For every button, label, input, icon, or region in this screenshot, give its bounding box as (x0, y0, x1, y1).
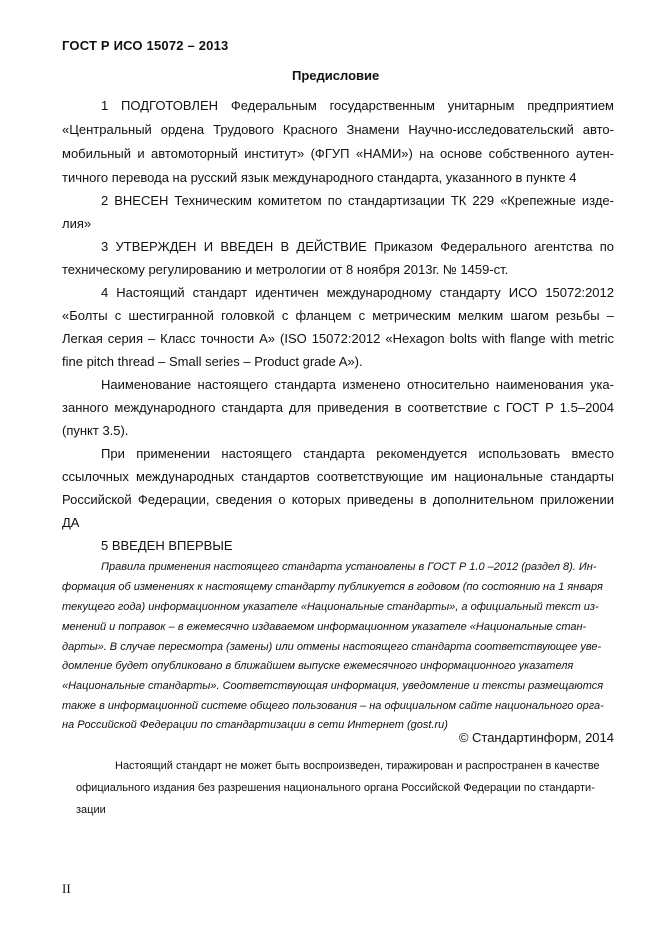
rules-note-line-3: текущего года) информационном указателе «Национальные стандарты», а официальный текст из- (62, 601, 599, 613)
rules-note-line-5: дарты». В случае пересмотра (замены) или отмены настоящего стандарта соответствующее уве- (62, 641, 602, 653)
p1-line-4: тичного перевода на русский язык международного стандарта, указанного в пункте 4 (62, 170, 577, 185)
p6-line-4: ДА (62, 515, 80, 530)
p4-line-4: fine pitch thread – Small series – Product grade A»). (62, 354, 363, 369)
p6-line-3: Российской Федерации, сведения о которых приведены в дополнительном приложении (62, 492, 614, 507)
rules-note-line-7: «Национальные стандарты». Соответствующая информация, уведомление и тексты размещаются (62, 680, 604, 692)
p4-line-2: «Болты с шестигранной головкой с фланцем с метрическим мелким шагом резьбы – (62, 308, 614, 323)
p4-line-3: Легкая серия – Класс точности А» (ISO 15072:2012 «Hexagon bolts with flange with metric (62, 331, 614, 346)
notice-line-1: Настоящий стандарт не может быть воспроизведен, тиражирован и распространен в качестве (115, 760, 600, 772)
p4-line-1: 4 Настоящий стандарт идентичен международному стандарту ИСО 15072:2012 (101, 285, 614, 300)
p1-line-3: мобильный и автомоторный институт» (ФГУП «НАМИ») на основе собственного аутен- (62, 146, 614, 161)
p3-line-1: 3 УТВЕРЖДЕН И ВВЕДЕН В ДЕЙСТВИЕ Приказом Федерального агентства по (101, 239, 614, 254)
p5-line-2: занного международного стандарта для приведения в соответствие с ГОСТ Р 1.5–2004 (62, 400, 614, 415)
p3-line-2: техническому регулированию и метрологии от 8 ноября 2013г. № 1459-ст. (62, 262, 509, 277)
p6-line-1: При применении настоящего стандарта рекомендуется использовать вместо (101, 446, 614, 461)
rules-note-line-2: формация об изменениях к настоящему стандарту публикуется в годовом (по состоянию на 1 января (62, 581, 603, 593)
notice-line-3: зации (76, 804, 106, 816)
document-code-header: ГОСТ Р ИСО 15072 – 2013 (62, 38, 229, 53)
p2-line-2: лия» (62, 216, 92, 231)
p6-line-2: ссылочных международных стандартов соответствующие им национальные стандарты (62, 469, 614, 484)
rules-note-line-8: также в информационной системе общего пользования – на официальном сайте национального орга- (62, 700, 604, 712)
p5-line-3: (пункт 3.5). (62, 423, 129, 438)
rules-note-line-4: менений и поправок – в ежемесячно издаваемом информационном указателе «Национальные стан- (62, 621, 587, 633)
p7-line-1: 5 ВВЕДЕН ВПЕРВЫЕ (101, 538, 233, 553)
page-number: II (62, 881, 71, 896)
notice-line-2: официального издания без разрешения национального органа Российской Федерации по стандарти- (76, 782, 595, 794)
foreword-title: Предисловие (292, 68, 380, 83)
p1-line-2: «Центральный ордена Трудового Красного Знамени Научно-исследовательский авто- (62, 122, 614, 137)
p5-line-1: Наименование настоящего стандарта изменено относительно наименования ука- (101, 377, 614, 392)
rules-note-line-1: Правила применения настоящего стандарта установлены в ГОСТ Р 1.0 –2012 (раздел 8). Ин- (101, 561, 597, 573)
rules-note-line-6: домление будет опубликовано в ближайшем выпуске ежемесячного информационного указателя (62, 660, 574, 672)
p1-line-1: 1 ПОДГОТОВЛЕН Федеральным государственным унитарным предприятием (101, 98, 614, 113)
copyright-line: © Стандартинформ, 2014 (458, 730, 614, 745)
p2-line-1: 2 ВНЕСЕН Техническим комитетом по стандартизации ТК 229 «Крепежные изде- (101, 193, 614, 208)
rules-note-line-9: на Российской Федерации по стандартизации в сети Интернет (gost.ru) (62, 719, 448, 731)
